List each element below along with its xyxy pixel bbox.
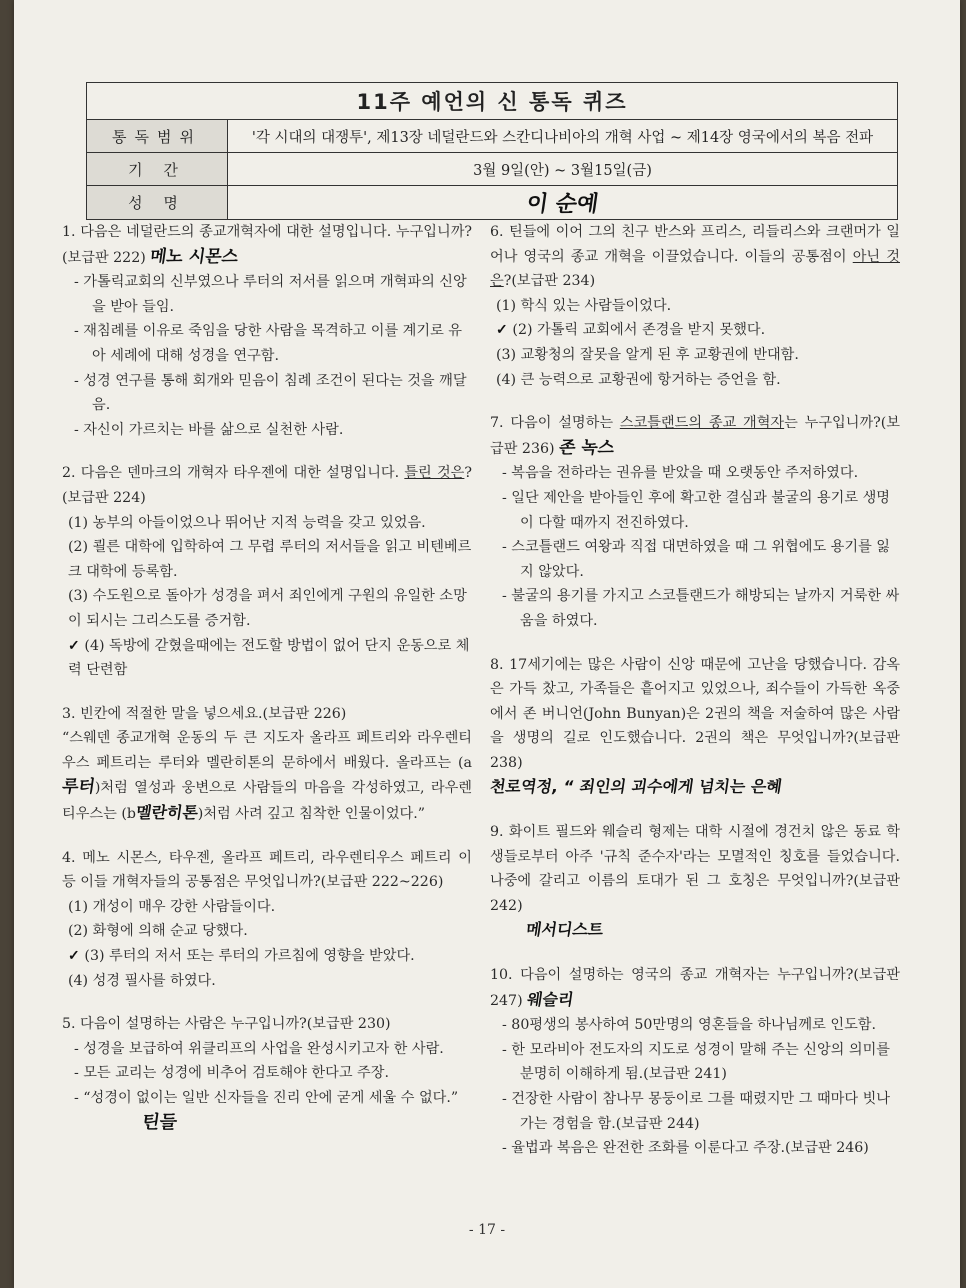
question-3 bbox=[62, 702, 472, 827]
option-2[interactable] bbox=[490, 318, 900, 343]
list-item: - 일단 제안을 받아들인 후에 확고한 결심과 불굴의 용기로 생명이 다할 때까지 전진하였다. bbox=[502, 489, 891, 531]
question-7 bbox=[490, 411, 900, 633]
question-1 bbox=[62, 220, 472, 442]
range-label: 통독범위 bbox=[87, 120, 228, 153]
question-3-stem: 3. 빈칸에 적절한 말을 넣으세요.(보급판 226) bbox=[62, 705, 347, 722]
option-1[interactable]: (1) 학식 있는 사람들이었다. bbox=[496, 297, 672, 314]
list-item: - “성경이 없이는 일반 신자들을 진리 안에 굳게 세울 수 없다.” bbox=[74, 1090, 459, 1106]
quiz-header-table bbox=[86, 82, 898, 220]
list-item: - 성경 연구를 통해 회개와 믿음이 침례 조건이 된다는 것을 깨달음. bbox=[74, 372, 467, 414]
question-2 bbox=[62, 461, 472, 682]
question-3-text-1: “스웨덴 종교개혁 운동의 두 큰 지도자 올라프 페트리와 라우렌티우스 페트리는 루터와 멜란히톤의 문하에서 배웠다. 올라프는 (a bbox=[62, 730, 472, 771]
question-7-answer[interactable]: 존 녹스 bbox=[557, 437, 616, 458]
option-3[interactable]: (3) 수도원으로 돌아가 성경을 펴서 죄인에게 구원의 유일한 소망이 되시는 그리스도를 증거함. bbox=[68, 588, 467, 629]
option-4[interactable]: (4) 성경 필사를 하였다. bbox=[68, 972, 216, 989]
question-9-stem: 9. 화이트 필드와 웨슬리 형제는 대학 시절에 경건치 않은 동료 학생들로부터 아주 '규칙 준수자'라는 모멸적인 칭호를 들었습니다. 나중에 갈리고 이름의 토대가 된 그 호칭은 무엇입니까?(보급판242) bbox=[490, 824, 900, 914]
period-value: 3월 9일(안) ~ 3월15일(금) bbox=[228, 153, 898, 186]
option-4[interactable] bbox=[62, 634, 472, 683]
period-label: 기 간 bbox=[87, 153, 228, 186]
question-3-text-2: )처럼 열성과 웅변으로 사람들의 마음을 각성하였고, 라우렌티우스는 (b bbox=[62, 780, 472, 823]
question-8-stem: 8. 17세기에는 많은 사람이 신앙 때문에 고난을 당했습니다. 감옥은 가득 찼고, 가족들은 흩어지고 있었으나, 죄수들이 가득한 옥중에서 존 버니언(John Bunyan)은 2권의 책을 저술하여 많은 사람을 생명의 길로 인도했습니다. 2권의 책은 무엇입니까?(보급판 238) bbox=[490, 656, 900, 771]
question-5-answer[interactable]: 틴들 bbox=[140, 1111, 179, 1133]
list-item: - 불굴의 용기를 가지고 스코틀랜드가 해방되는 날까지 거룩한 싸움을 하였다. bbox=[502, 588, 900, 629]
question-6 bbox=[490, 220, 900, 392]
option-2-text: (2) 가톨릭 교회에서 존경을 받지 못했다. bbox=[512, 322, 766, 339]
question-6-ref: ?(보급판 234) bbox=[503, 273, 596, 290]
option-3-text: (3) 루터의 저서 또는 루터의 가르침에 영향을 받았다. bbox=[84, 948, 415, 965]
right-column bbox=[490, 220, 900, 1180]
question-2-ref: ?(보급판 224) bbox=[62, 465, 472, 506]
question-5 bbox=[62, 1012, 472, 1136]
option-2[interactable]: (2) 쾰른 대학에 입학하여 그 무렵 루터의 저서들을 읽고 비텐베르크 대학에 등록함. bbox=[68, 539, 472, 580]
list-item: - 복음을 전하라는 권유를 받았을 때 오랫동안 주저하였다. bbox=[502, 465, 859, 482]
list-item: - 성경을 보급하여 위클리프의 사업을 완성시키고자 한 사람. bbox=[74, 1040, 444, 1057]
option-3[interactable] bbox=[62, 944, 472, 969]
question-7-emphasis: 스코틀랜드의 종교 개혁자 bbox=[619, 415, 785, 432]
option-1[interactable]: (1) 개성이 매우 강한 사람들이다. bbox=[68, 898, 276, 915]
question-5-stem: 5. 다음이 설명하는 사람은 누구입니까?(보급판 230) bbox=[62, 1016, 391, 1033]
question-10 bbox=[490, 963, 900, 1161]
check-mark-icon: ✓ bbox=[68, 637, 80, 654]
worksheet-page bbox=[14, 0, 960, 1288]
question-4 bbox=[62, 846, 472, 994]
check-mark-icon: ✓ bbox=[68, 948, 80, 965]
list-item: - 한 모라비아 전도자의 지도로 성경이 말해 주는 신앙의 의미를 분명히 이해하게 됨.(보급판 241) bbox=[502, 1041, 891, 1083]
option-4-text: (4) 독방에 갇혔을때에는 전도할 방법이 없어 단지 운동으로 체력 단련함 bbox=[68, 637, 470, 679]
list-item: - 재침례를 이유로 죽임을 당한 사람을 목격하고 이를 계기로 유아 세례에 대해 성경을 연구함. bbox=[74, 323, 463, 364]
option-2[interactable]: (2) 화형에 의해 순교 당했다. bbox=[68, 923, 248, 940]
question-1-answer[interactable]: 메노 시몬스 bbox=[148, 246, 240, 267]
question-7-stem: 7. 다음이 설명하는 bbox=[490, 415, 620, 432]
question-9 bbox=[490, 820, 900, 944]
question-2-stem: 2. 다음은 덴마크의 개혁자 타우젠에 대한 설명입니다. bbox=[62, 465, 405, 482]
list-item: - 율법과 복음은 완전한 조화를 이룬다고 주장.(보급판 246) bbox=[502, 1140, 869, 1157]
question-9-answer[interactable]: 메서디스트 bbox=[524, 920, 605, 940]
question-1-stem: 1. 다음은 네덜란드의 종교개혁자에 대한 설명입니다. 누구입니까?(보급판 222) bbox=[62, 224, 472, 266]
question-6-stem: 6. 틴들에 이어 그의 친구 반스와 프리스, 리들리스와 크랜머가 일어나 영국의 종교 개혁을 이끌었습니다. 이들의 공통점이 bbox=[490, 224, 900, 265]
question-6-emphasis: 아닌 것은 bbox=[490, 248, 900, 290]
question-7-ref: 는 누구입니까?(보급판 236) bbox=[490, 415, 900, 457]
list-item: - 스코틀랜드 여왕과 직접 대면하였을 때 그 위협에도 용기를 잃지 않았다. bbox=[502, 539, 891, 580]
option-3[interactable]: (3) 교황청의 잘못을 알게 된 후 교황권에 반대함. bbox=[496, 346, 799, 363]
check-mark-icon: ✓ bbox=[496, 322, 508, 339]
list-item: - 모든 교리는 성경에 비추어 검토해야 한다고 주장. bbox=[74, 1065, 389, 1082]
left-column bbox=[62, 220, 472, 1155]
blank-a-answer[interactable]: 루터 bbox=[60, 777, 97, 798]
question-4-stem: 4. 메노 시몬스, 타우젠, 올라프 페트리, 라우렌티우스 페트리 이 등 이들 개혁자들의 공통점은 무엇입니까?(보급판 222~226) bbox=[62, 849, 472, 891]
question-2-emphasis: 틀린 것은 bbox=[404, 465, 465, 482]
list-item: - 80평생의 봉사하여 50만명의 영혼들을 하나님께로 인도함. bbox=[502, 1017, 876, 1034]
question-3-text-3: )처럼 사려 깊고 침착한 인물이었다.” bbox=[197, 806, 425, 823]
option-4[interactable]: (4) 큰 능력으로 교황권에 항거하는 증언을 함. bbox=[496, 371, 781, 388]
list-item: - 자신이 가르치는 바를 삶으로 실천한 사람. bbox=[74, 421, 344, 438]
range-value: '각 시대의 대쟁투', 제13장 네덜란드와 스칸디나비아의 개혁 사업 ~ 제14장 영국에서의 복음 전파 bbox=[228, 120, 898, 153]
quiz-title: 11주 예언의 신 통독 퀴즈 bbox=[87, 83, 898, 120]
option-1[interactable]: (1) 농부의 아들이었으나 뛰어난 지적 능력을 갖고 있었음. bbox=[68, 514, 426, 531]
question-8-answer[interactable]: 천로역정, “ 죄인의 괴수에게 넘치는 은혜 bbox=[488, 777, 784, 797]
name-label: 성 명 bbox=[87, 186, 228, 220]
question-8 bbox=[490, 653, 900, 802]
question-10-answer[interactable]: 웨슬리 bbox=[525, 989, 575, 1009]
blank-b-answer[interactable]: 멜란히톤 bbox=[134, 803, 200, 823]
handwritten-name: 이 순예 bbox=[524, 192, 600, 217]
page-number: - 17 - bbox=[468, 1222, 506, 1238]
list-item: - 건장한 사람이 참나무 몽둥이로 그를 때렸지만 그 때마다 빗나가는 경험을 함.(보급판 244) bbox=[502, 1091, 891, 1132]
name-field[interactable] bbox=[228, 186, 898, 220]
question-10-stem: 10. 다음이 설명하는 영국의 종교 개혁자는 누구입니까?(보급판 247) bbox=[490, 967, 900, 1009]
list-item: - 가톨릭교회의 신부였으나 루터의 저서를 읽으며 개혁파의 신앙을 받아 들임. bbox=[74, 274, 467, 315]
